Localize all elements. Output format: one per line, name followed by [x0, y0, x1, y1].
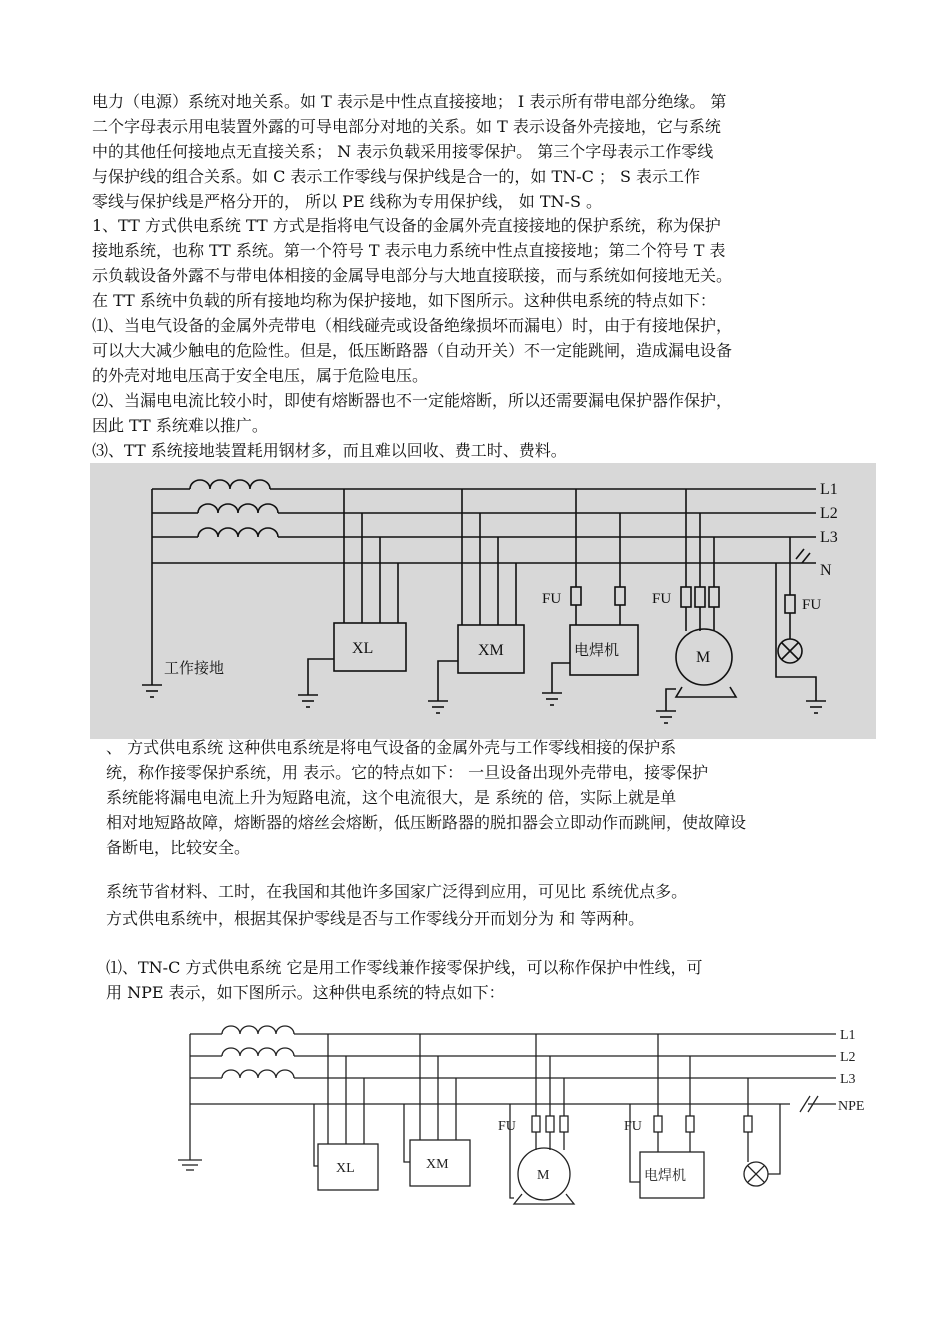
text-line: 零线与保护线是严格分开的， 所以 PE 线称为专用保护线， 如 TN-S 。 [92, 192, 603, 211]
line-label-l1: L1 [820, 481, 838, 498]
text-line: 1、TT 方式供电系统 TT 方式是指将电气设备的金属外壳直接接地的保护系统，称为保护 [92, 216, 721, 235]
text-line: 二个字母表示用电装置外露的可导电部分对地的关系。如 T 表示设备外壳接地，它与系统 [92, 117, 721, 136]
tt-system-diagram [90, 463, 876, 739]
text-line: 统，称作接零保护系统，用 表示。它的特点如下： 一旦设备出现外壳带电，接零保护 [106, 763, 709, 782]
text-line: 用 NPE 表示，如下图所示。这种供电系统的特点如下： [106, 983, 505, 1002]
lamp-device [744, 1078, 780, 1186]
line-label-l2: L2 [840, 1050, 856, 1065]
device-label-xl: XL [336, 1161, 355, 1176]
bus-lines [190, 1034, 836, 1112]
tnc-system-diagram [150, 1022, 880, 1232]
text-line: 与保护线的组合关系。如 C 表示工作零线与保护线是合一的，如 TN-C ； S 表示工作 [92, 167, 701, 186]
bus-lines [152, 489, 816, 563]
text-line: 接地系统，也称 TT 系统。第一个符号 T 表示电力系统中性点直接接地；第二个符号 T 表 [92, 241, 726, 260]
fuse-label: FU [802, 597, 822, 613]
text-line: 相对地短路故障，熔断器的熔丝会熔断，低压断路器的脱扣器会立即动作而跳闸，使故障设 [106, 813, 747, 832]
text-line: ⑴、TN-C 方式供电系统 它是用工作零线兼作接零保护线，可以称作保护中性线，可 [106, 958, 703, 977]
xm-device [428, 489, 524, 713]
line-label-npe: NPE [838, 1099, 865, 1114]
text-line: 中的其他任何接地点无直接关系； N 表示负载采用接零保护。 第三个字母表示工作零线 [92, 142, 714, 161]
device-label-xm: XM [478, 642, 504, 659]
text-line: ⑵、当漏电电流比较小时，即使有熔断器也不一定能熔断，所以还需要漏电保护器作保护， [92, 391, 733, 410]
text-line: ⑴、当电气设备的金属外壳带电（相线碰壳或设备绝缘损坏而漏电）时，由于有接地保护， [92, 316, 733, 335]
text-line: 方式供电系统中，根据其保护零线是否与工作零线分开而划分为 和 等两种。 [106, 909, 645, 928]
working-ground [142, 563, 162, 697]
line-label-l1: L1 [840, 1028, 856, 1043]
device-label-welder: 电焊机 [644, 1169, 686, 1184]
pen-ground [178, 1104, 202, 1170]
text-line: 系统节省材料、工时，在我国和其他许多国家广泛得到应用，可见比 系统优点多。 [106, 882, 688, 901]
text-line: 备断电，比较安全。 [106, 838, 251, 857]
text-line: 可以大大减少触电的危险性。但是，低压断路器（自动开关）不一定能跳闸，造成漏电设备 [92, 341, 733, 360]
device-label-motor: M [537, 1168, 550, 1183]
device-label-xl: XL [352, 640, 374, 657]
text-line: 在 TT 系统中负载的所有接地均称为保护接地，如下图所示。这种供电系统的特点如下： [92, 291, 716, 310]
fuse-label: FU [542, 591, 562, 607]
text-line: 、 方式供电系统 这种供电系统是将电气设备的金属外壳与工作零线相接的保护系 [106, 738, 677, 757]
fuse-label: FU [624, 1119, 642, 1134]
text-line: ⑶、TT 系统接地装置耗用钢材多，而且难以回收、费工时、费料。 [92, 441, 567, 460]
fuse-label: FU [498, 1119, 516, 1134]
device-label-motor: M [696, 649, 711, 666]
device-label-xm: XM [426, 1157, 449, 1172]
text-line: 因此 TT 系统难以推广。 [92, 416, 268, 435]
fuse-label: FU [652, 591, 672, 607]
text-line: 电力（电源）系统对地关系。如 T 表示是中性点直接接地； I 表示所有带电部分绝缘。 第 [92, 92, 727, 111]
text-line: 系统能将漏电电流上升为短路电流，这个电流很大，是 系统的 倍，实际上就是单 [106, 788, 677, 807]
line-label-n: N [820, 562, 832, 579]
xl-device [298, 489, 406, 707]
text-line: 的外壳对地电压高于安全电压，属于危险电压。 [92, 366, 429, 385]
text-line: 示负载设备外露不与带电体相接的金属导电部分与大地直接联接，而与系统如何接地无关。 [92, 266, 733, 285]
transformer-coils [152, 480, 278, 563]
working-ground-label: 工作接地 [164, 661, 225, 677]
line-label-l2: L2 [820, 505, 838, 522]
line-label-l3: L3 [820, 529, 838, 546]
transformer-coils [190, 1026, 294, 1104]
device-label-welder: 电焊机 [574, 643, 620, 659]
line-label-l3: L3 [840, 1072, 856, 1087]
